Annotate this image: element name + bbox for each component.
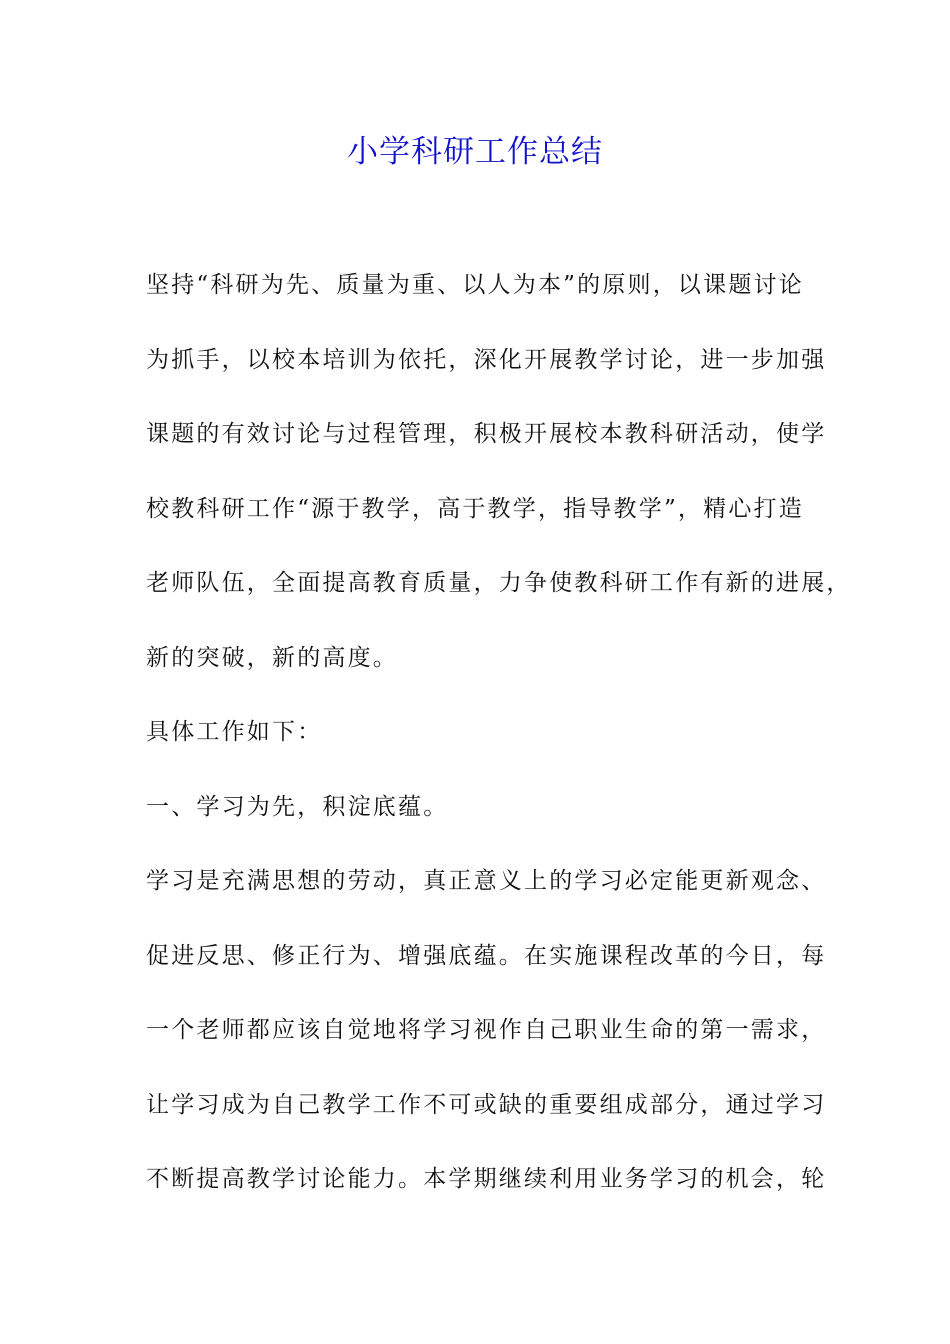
text-line: 学习是充满思想的劳动，真正意义上的学习必定能更新观念、 — [146, 868, 827, 894]
text-line: 坚持“科研为先、质量为重、以人为本”的原则，以课题讨论 — [146, 272, 804, 298]
text-line: 一个老师都应该自觉地将学习视作自己职业生命的第一需求， — [146, 1017, 827, 1043]
text-line: 具体工作如下： — [146, 719, 323, 745]
text-line: 新的突破，新的高度。 — [146, 644, 398, 671]
text-line: 为抓手，以校本培训为依托，深化开展教学讨论，进一步加强 — [146, 346, 827, 373]
text-line: 不断提高教学讨论能力。本学期继续利用业务学习的机会，轮 — [146, 1166, 827, 1192]
section-heading: 一、学习为先，积淀底蕴。 — [146, 793, 449, 820]
text-line: 让学习成为自己教学工作不可或缺的重要组成部分，通过学习 — [146, 1091, 827, 1118]
text-line: 促进反思、修正行为、增强底蕴。在实施课程改革的今日，每 — [146, 942, 827, 969]
document-title: 小学科研工作总结 — [347, 134, 603, 170]
document-body — [146, 260, 852, 1229]
text-line: 校教科研工作“源于教学，高于教学，指导教学”，精心打造 — [146, 495, 804, 522]
text-line: 老师队伍，全面提高教育质量，力争使教科研工作有新的进展， — [146, 570, 852, 596]
text-line: 课题的有效讨论与过程管理，积极开展校本教科研活动，使学 — [146, 421, 827, 447]
